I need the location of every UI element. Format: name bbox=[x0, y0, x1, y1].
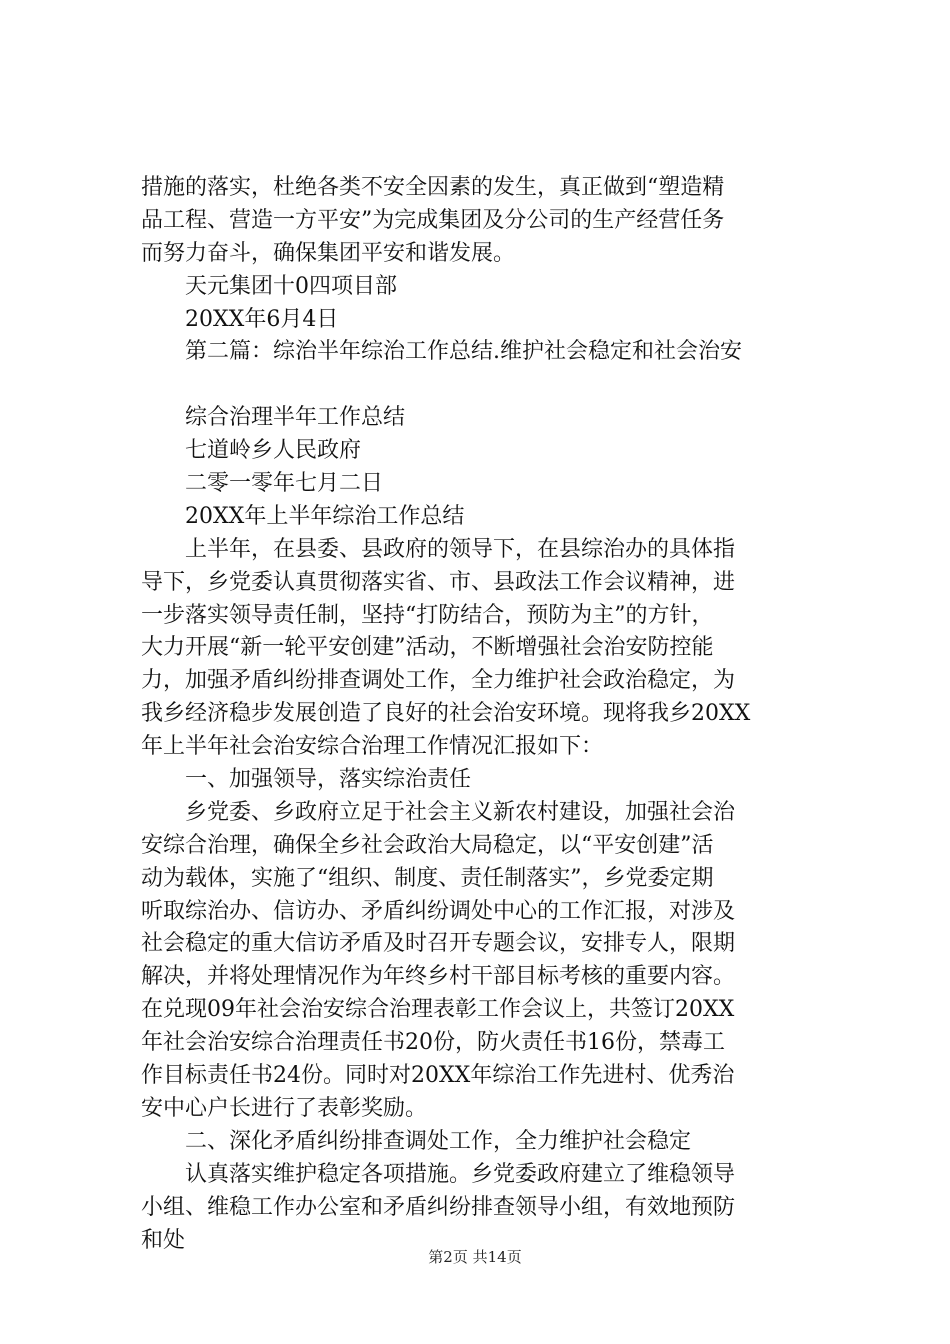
text-line: 和处 bbox=[141, 1227, 186, 1253]
text-line: 认真落实维护稳定各项措施。乡党委政府建立了维稳领导 bbox=[141, 1161, 736, 1187]
text-line: 解决，并将处理情况作为年终乡村干部目标考核的重要内容。 bbox=[141, 964, 736, 990]
text-line: 上半年，在县委、县政府的领导下，在县综治办的具体指 bbox=[141, 536, 736, 562]
text-line: 而努力奋斗，确保集团平安和谐发展。 bbox=[141, 240, 516, 266]
text-line: 一、加强领导，落实综治责任 bbox=[141, 767, 472, 793]
text-line: 年上半年社会治安综合治理工作情况汇报如下： bbox=[141, 734, 604, 760]
text-line: 二、深化矛盾纠纷排查调处工作，全力维护社会稳定 bbox=[141, 1128, 692, 1154]
text-line: 大力开展“新一轮平安创建”活动，不断增强社会治安防控能 bbox=[141, 635, 714, 661]
text-line: 听取综治办、信访办、矛盾纠纷调处中心的工作汇报，对涉及 bbox=[141, 898, 736, 924]
text-line: 综合治理半年工作总结 bbox=[141, 405, 406, 431]
text-line: 乡党委、乡政府立足于社会主义新农村建设，加强社会治 bbox=[141, 799, 736, 825]
text-line: 20XX年6月4日 bbox=[141, 306, 339, 332]
text-line: 七道岭乡人民政府 bbox=[141, 438, 362, 464]
blank-line bbox=[141, 369, 826, 402]
text-line: 二零一零年七月二日 bbox=[141, 471, 384, 497]
text-line: 作目标责任书24份。同时对20XX年综治工作先进村、优秀治 bbox=[141, 1063, 735, 1089]
text-line: 天元集团十0四项目部 bbox=[141, 273, 397, 299]
text-line: 措施的落实，杜绝各类不安全因素的发生，真正做到“塑造精 bbox=[141, 175, 725, 200]
text-line: 品工程、营造一方平安”为完成集团及分公司的生产经营任务 bbox=[141, 207, 725, 233]
text-line: 在兑现09年社会治安综合治理表彰工作会议上，共签订20XX bbox=[141, 997, 735, 1023]
text-line: 年社会治安综合治理责任书20份，防火责任书16份，禁毒工 bbox=[141, 1030, 725, 1056]
paragraph-block-1 bbox=[141, 172, 826, 369]
document-body bbox=[141, 172, 826, 1257]
text-line: 力，加强矛盾纠纷排查调处工作，全力维护社会政治稳定，为 bbox=[141, 668, 736, 694]
text-line: 动为载体，实施了“组织、制度、责任制落实”，乡党委定期 bbox=[141, 865, 714, 891]
text-line: 社会稳定的重大信访矛盾及时召开专题会议，安排专人，限期 bbox=[141, 931, 736, 957]
text-line: 第二篇：综治半年综治工作总结.维护社会稳定和社会治安 bbox=[141, 339, 742, 365]
page-footer bbox=[0, 1246, 950, 1267]
text-line: 我乡经济稳步发展创造了良好的社会治安环境。现将我乡20XX bbox=[141, 701, 751, 727]
paragraph-block-2 bbox=[141, 402, 826, 1257]
text-line: 一步落实领导责任制，坚持“打防结合，预防为主”的方针， bbox=[141, 602, 714, 628]
text-line: 安中心户长进行了表彰奖励。 bbox=[141, 1095, 428, 1121]
text-line: 导下，乡党委认真贯彻落实省、市、县政法工作会议精神，进 bbox=[141, 569, 736, 595]
page-indicator: 第2页 共14页 bbox=[428, 1248, 522, 1266]
text-line: 20XX年上半年综治工作总结 bbox=[141, 503, 465, 529]
text-line: 安综合治理，确保全乡社会政治大局稳定，以“平安创建”活 bbox=[141, 832, 714, 858]
text-line: 小组、维稳工作办公室和矛盾纠纷排查领导小组，有效地预防 bbox=[141, 1194, 736, 1220]
